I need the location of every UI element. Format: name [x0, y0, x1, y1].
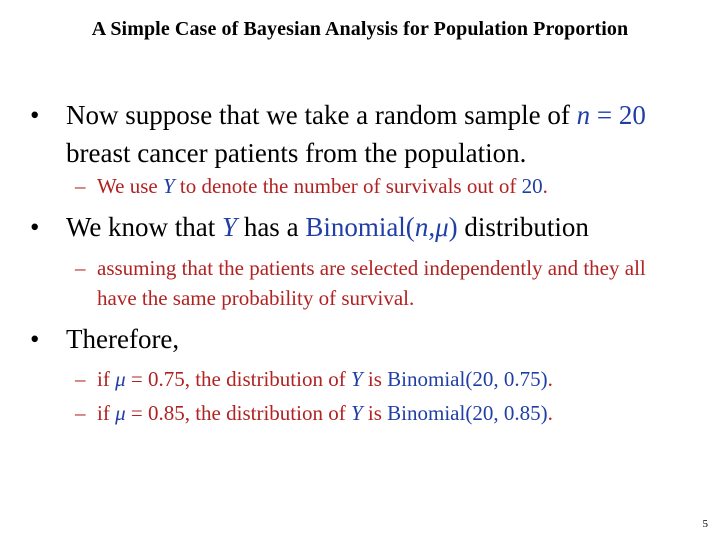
text-segment: = 0.85, the distribution of [125, 401, 351, 425]
text-segment: is [362, 401, 388, 425]
Y-symbol: Y [222, 212, 238, 242]
text-segment: . [542, 174, 548, 198]
subbullet-mu-085-text [97, 398, 677, 428]
text-segment: Now suppose that we take a random sample of [66, 100, 577, 130]
distribution-name: Binomial( [305, 212, 415, 242]
Y-symbol: Y [162, 174, 175, 198]
subbullet-marker: – [75, 367, 86, 391]
Y-symbol: Y [350, 401, 363, 425]
distribution-close: ) [448, 212, 458, 242]
text-segment: . [547, 401, 553, 425]
sample-size: 20 [618, 100, 646, 130]
bullet-marker: • [30, 212, 40, 242]
distribution: Binomial(20, 0.75) [387, 367, 548, 391]
subbullet-marker: – [75, 401, 86, 425]
bullet-marker: • [30, 100, 40, 130]
bullet-marker: • [30, 324, 40, 354]
text-segment: has a [237, 212, 306, 242]
page-number: 5 [702, 518, 708, 530]
text-segment: if [97, 401, 116, 425]
bullet-therefore-text: Therefore, [66, 324, 180, 354]
text-segment: We use [97, 174, 163, 198]
text-segment: to denote the number of survivals out of [174, 174, 522, 198]
subbullet-mu-075-text [97, 364, 677, 394]
bullet-sample-text [66, 96, 686, 172]
distribution: Binomial(20, 0.85) [387, 401, 548, 425]
mu-symbol: μ [115, 401, 126, 425]
n-symbol: n [576, 100, 591, 130]
text-segment: is [362, 367, 388, 391]
distribution-args: n,μ [414, 212, 449, 242]
subbullet-assumption-text: assuming that the patients are selected independently and they all have the same probability of survival. [97, 256, 646, 310]
equals-sign: = [590, 100, 619, 130]
bullet-binomial-text [66, 208, 686, 246]
text-segment: = 0.75, the distribution of [125, 367, 351, 391]
subbullet-Y-definition-text [97, 171, 677, 201]
bullet-binomial [30, 208, 589, 246]
text-segment: We know that [66, 212, 223, 242]
subbullet-marker: – [75, 174, 86, 198]
bullet-therefore [30, 320, 180, 358]
slide-title: A Simple Case of Bayesian Analysis for Population Proportion [91, 18, 629, 40]
text-segment: distribution [457, 212, 589, 242]
text-segment: breast cancer patients from the population. [66, 138, 527, 168]
text-segment: . [547, 367, 553, 391]
mu-symbol: μ [115, 367, 126, 391]
bullet-sample [30, 96, 646, 168]
count-number: 20 [521, 174, 543, 198]
subbullet-marker: – [75, 256, 86, 280]
Y-symbol: Y [350, 367, 363, 391]
text-segment: if [97, 367, 116, 391]
